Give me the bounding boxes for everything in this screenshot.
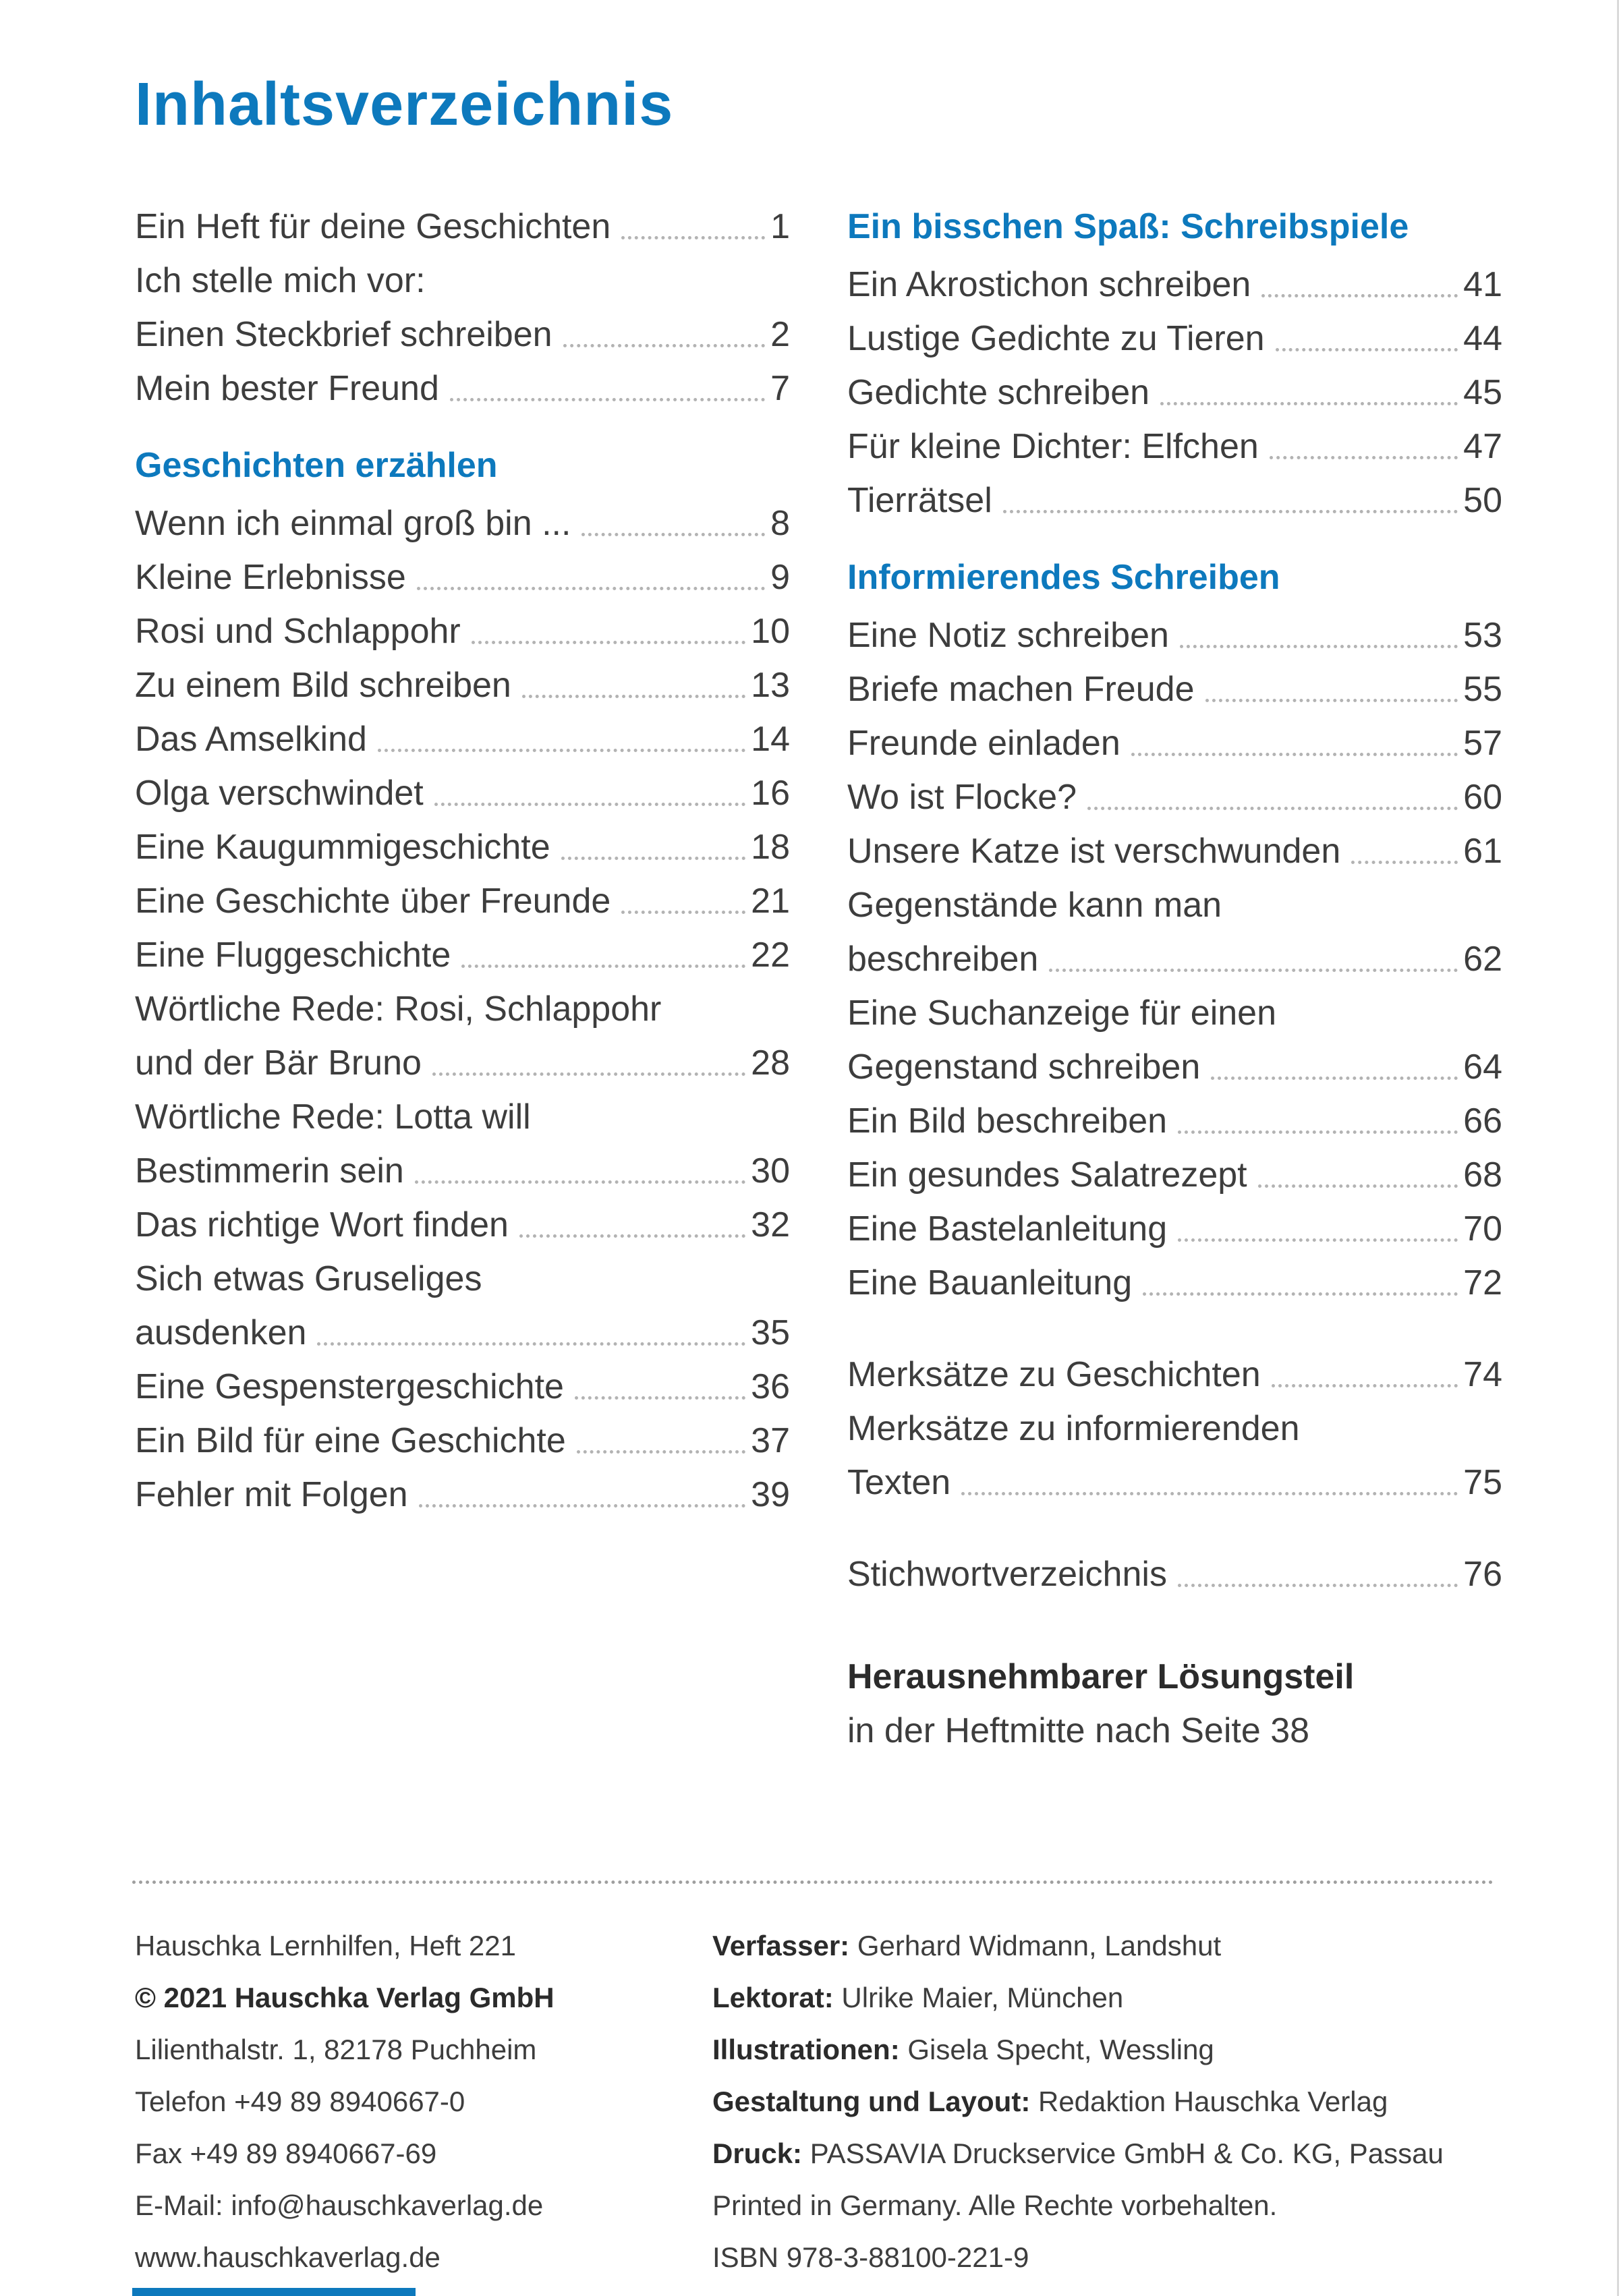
toc-entry [135,1198,790,1252]
dotted-leader [461,965,745,968]
toc-entry-title: Unsere Katze ist verschwunden [847,832,1341,871]
toc-page-number: 9 [770,558,790,597]
toc-entry [135,712,790,766]
dotted-leader [1258,1184,1458,1188]
solutions-note-line: Herausnehmbarer Lösungsteil [847,1657,1355,1696]
toc-entry-title: Merksätze zu Geschichten [847,1355,1261,1394]
dotted-leader [1178,1584,1458,1587]
toc-entry-title: Ein Akrostichon schreiben [847,265,1251,304]
toc-entry-title: Briefe machen Freude [847,670,1195,709]
toc-page-number: 61 [1463,832,1502,871]
dotted-leader [575,1396,745,1400]
page-title: Inhaltsverzeichnis [135,71,674,138]
toc-entry-title: und der Bär Bruno [135,1043,422,1083]
toc-entry-title: ausdenken [135,1313,307,1352]
dotted-leader [1261,294,1458,297]
toc-entry [847,1202,1502,1256]
dotted-leader [415,1180,745,1184]
toc-entry-group [135,200,790,415]
dotted-leader [581,533,765,536]
toc-entry [135,1090,790,1198]
toc-page-number: 2 [770,315,790,354]
imprint-label: Gestaltung und Layout: [712,2086,1038,2117]
toc-entry-title: Gegenstand schreiben [847,1047,1201,1087]
toc-entry-group [847,258,1502,527]
toc-page-number: 32 [751,1205,790,1244]
toc-page-number: 66 [1463,1101,1502,1141]
toc-entry-group [135,496,790,1522]
toc-entry-title: Wörtliche Rede: Rosi, Schlappohr [135,989,662,1029]
dotted-leader [432,1072,745,1076]
toc-page-number: 10 [751,612,790,651]
toc-entry [135,766,790,820]
toc-entry-title: Eine Geschichte über Freunde [135,882,611,921]
toc-entry [847,1348,1502,1402]
toc-entry [135,1360,790,1414]
toc-entry [135,550,790,604]
section-heading: Informierendes Schreiben [847,558,1280,597]
dotted-leader [1143,1292,1458,1296]
dotted-leader [417,587,765,590]
toc-page-number: 18 [751,828,790,867]
toc-entry-title: Olga verschwindet [135,774,424,813]
toc-page-number: 75 [1463,1463,1502,1502]
imprint-line: Verfasser: Gerhard Widmann, Landshut [712,1930,1222,1961]
toc-page-number: 72 [1463,1263,1502,1302]
imprint-line: ISBN 978-3-88100-221-9 [712,2241,1029,2273]
imprint-line: Printed in Germany. Alle Rechte vorbehalten. [712,2189,1278,2221]
section-heading: Ein bisschen Spaß: Schreibspiele [847,207,1409,246]
dotted-leader [961,1492,1458,1495]
toc-entry-title: Mein bester Freund [135,369,439,408]
toc-entry [135,362,790,415]
toc-entry [847,1256,1502,1310]
toc-entry [847,824,1502,878]
solutions-note-line: in der Heftmitte nach Seite 38 [847,1711,1310,1750]
dotted-leader [419,1504,746,1508]
toc-entry-title: Ein Bild für eine Geschichte [135,1421,566,1460]
table-of-contents [135,200,1503,1758]
toc-entry-title: Zu einem Bild schreiben [135,666,511,705]
toc-page-number: 70 [1463,1209,1502,1249]
toc-entry-group [847,1348,1502,1510]
dotted-leader [472,641,745,644]
toc-page-number: 74 [1463,1355,1502,1394]
imprint-line: Telefon +49 89 8940667-0 [135,2086,465,2117]
toc-entry-title: Ich stelle mich vor: [135,261,426,300]
toc-entry [847,1148,1502,1202]
toc-entry-title: Eine Kaugummigeschichte [135,828,550,867]
imprint-line: Gestaltung und Layout: Redaktion Hauschka Verlag [712,2086,1388,2117]
imprint-line: Lilienthalstr. 1, 82178 Puchheim [135,2034,537,2065]
toc-page-number: 50 [1463,481,1502,520]
toc-column-right [847,200,1502,1758]
toc-page-number: 62 [1463,940,1502,979]
toc-entry [847,366,1502,420]
toc-entry [135,658,790,712]
imprint-line: Hauschka Lernhilfen, Heft 221 [135,1930,517,1961]
dotted-leader [519,1234,745,1238]
toc-entry-title: Wo ist Flocke? [847,778,1077,817]
toc-entry-title: Texten [847,1463,951,1502]
toc-page-number: 47 [1463,427,1502,466]
toc-page-number: 76 [1463,1555,1502,1594]
toc-page-number: 55 [1463,670,1502,709]
toc-entry-title: Eine Bauanleitung [847,1263,1133,1302]
dotted-leader [317,1342,745,1346]
toc-entry-title: Tierrätsel [847,481,992,520]
toc-entry-title: Das richtige Wort finden [135,1205,509,1244]
toc-entry-title: Fehler mit Folgen [135,1475,408,1514]
toc-entry-title: Rosi und Schlappohr [135,612,461,651]
dotted-leader [621,911,745,914]
toc-entry-title: Stichwortverzeichnis [847,1555,1167,1594]
toc-entry [847,1547,1502,1601]
dotted-leader [577,1450,745,1454]
toc-entry [847,1094,1502,1148]
toc-entry-title: Gedichte schreiben [847,373,1150,412]
toc-page-number: 8 [770,504,790,543]
toc-page-number: 39 [751,1475,790,1514]
toc-entry-title: Kleine Erlebnisse [135,558,406,597]
footer-divider [132,1881,1494,1884]
dotted-leader [1178,1238,1458,1242]
toc-entry-title: Wenn ich einmal groß bin ... [135,504,571,543]
dotted-leader [378,749,745,752]
imprint-line: Lektorat: Ulrike Maier, München [712,1982,1124,2013]
imprint-line: www.hauschkaverlag.de [135,2241,441,2273]
toc-entry-group [847,608,1502,1310]
toc-entry [847,608,1502,662]
dotted-leader [1272,1384,1458,1387]
dotted-leader [1276,348,1458,351]
dotted-leader [1211,1077,1458,1080]
toc-entry [135,928,790,982]
toc-entry-title: Das Amselkind [135,720,367,759]
toc-page-number: 37 [751,1421,790,1460]
toc-entry [847,770,1502,824]
section-heading: Geschichten erzählen [135,446,498,485]
dotted-leader [1205,699,1458,702]
toc-page-number: 64 [1463,1047,1502,1087]
toc-entry [847,716,1502,770]
toc-page-number: 57 [1463,724,1502,763]
dotted-leader [1160,402,1458,405]
dotted-leader [1178,1130,1458,1134]
toc-page-number: 30 [751,1151,790,1190]
toc-page-number: 68 [1463,1155,1502,1195]
toc-entry-title: beschreiben [847,940,1039,979]
toc-entry-title: Merksätze zu informierenden [847,1409,1300,1448]
imprint-left [135,1920,702,2283]
toc-entry [847,420,1502,473]
imprint-label: Druck: [712,2137,810,2169]
bottom-accent-bar [132,2288,416,2296]
toc-entry [847,986,1502,1094]
imprint-line: E-Mail: info@hauschkaverlag.de [135,2189,544,2221]
toc-entry [135,1468,790,1522]
toc-entry-title: Eine Bastelanleitung [847,1209,1168,1249]
toc-entry [847,878,1502,986]
imprint-line: © 2021 Hauschka Verlag GmbH [135,1982,555,2013]
toc-page-number: 44 [1463,319,1502,358]
toc-entry [135,1252,790,1360]
toc-entry [135,982,790,1090]
imprint-line: Illustrationen: Gisela Specht, Wessling [712,2034,1214,2065]
imprint-line: Fax +49 89 8940667-69 [135,2137,437,2169]
toc-entry [847,473,1502,527]
toc-entry-title: Eine Notiz schreiben [847,616,1169,655]
dotted-leader [561,857,745,860]
imprint-label: Lektorat: [712,1982,842,2013]
imprint-label: Illustrationen: [712,2034,908,2065]
toc-entry [135,1414,790,1468]
toc-entry-title: Gegenstände kann man [847,886,1222,925]
dotted-leader [522,695,745,698]
toc-entry-title: Einen Steckbrief schreiben [135,315,552,354]
dotted-leader [1131,753,1458,756]
dotted-leader [1049,969,1458,972]
toc-entry-title: Wörtliche Rede: Lotta will [135,1097,531,1137]
toc-entry [135,874,790,928]
toc-column-left [135,200,790,1758]
toc-entry [135,200,790,254]
toc-entry [135,496,790,550]
toc-entry-title: Eine Fluggeschichte [135,936,451,975]
toc-page-number: 7 [770,369,790,408]
toc-page-number: 13 [751,666,790,705]
toc-entry [847,1402,1502,1510]
toc-page-number: 60 [1463,778,1502,817]
toc-entry [135,820,790,874]
imprint-right [712,1920,1508,2283]
dotted-leader [1180,645,1458,648]
toc-entry-title: Eine Suchanzeige für einen [847,994,1277,1033]
toc-entry-title: Sich etwas Gruseliges [135,1259,482,1298]
dotted-leader [434,803,745,806]
toc-page-number: 14 [751,720,790,759]
toc-page-number: 28 [751,1043,790,1083]
solutions-note [847,1650,1502,1758]
toc-entry-title: Bestimmerin sein [135,1151,404,1190]
toc-entry [135,604,790,658]
dotted-leader [1351,861,1458,864]
toc-page-number: 16 [751,774,790,813]
toc-entry-title: Eine Gespenstergeschichte [135,1367,564,1406]
dotted-leader [1087,807,1458,810]
toc-page-number: 22 [751,936,790,975]
toc-entry-title: Freunde einladen [847,724,1120,763]
imprint-line: Druck: PASSAVIA Druckservice GmbH & Co. KG, Passau [712,2137,1444,2169]
toc-entry [847,312,1502,366]
toc-entry-title: Ein gesundes Salatrezept [847,1155,1247,1195]
dotted-leader [450,398,765,401]
toc-entry-group [847,1547,1502,1601]
dotted-leader [1003,510,1458,513]
toc-entry-title: Ein Heft für deine Geschichten [135,207,611,246]
toc-page-number: 1 [770,207,790,246]
toc-entry [847,258,1502,312]
toc-page-number: 35 [751,1313,790,1352]
toc-entry [847,662,1502,716]
toc-entry [135,254,790,362]
toc-page-number: 36 [751,1367,790,1406]
toc-entry-title: Für kleine Dichter: Elfchen [847,427,1259,466]
dotted-leader [621,236,765,239]
toc-page-number: 45 [1463,373,1502,412]
dotted-leader [1270,456,1458,459]
dotted-leader [563,344,766,347]
toc-page-number: 41 [1463,265,1502,304]
toc-entry-title: Lustige Gedichte zu Tieren [847,319,1265,358]
toc-entry-title: Ein Bild beschreiben [847,1101,1168,1141]
toc-page-number: 21 [751,882,790,921]
toc-page-number: 53 [1463,616,1502,655]
imprint-label: Verfasser: [712,1930,857,1961]
